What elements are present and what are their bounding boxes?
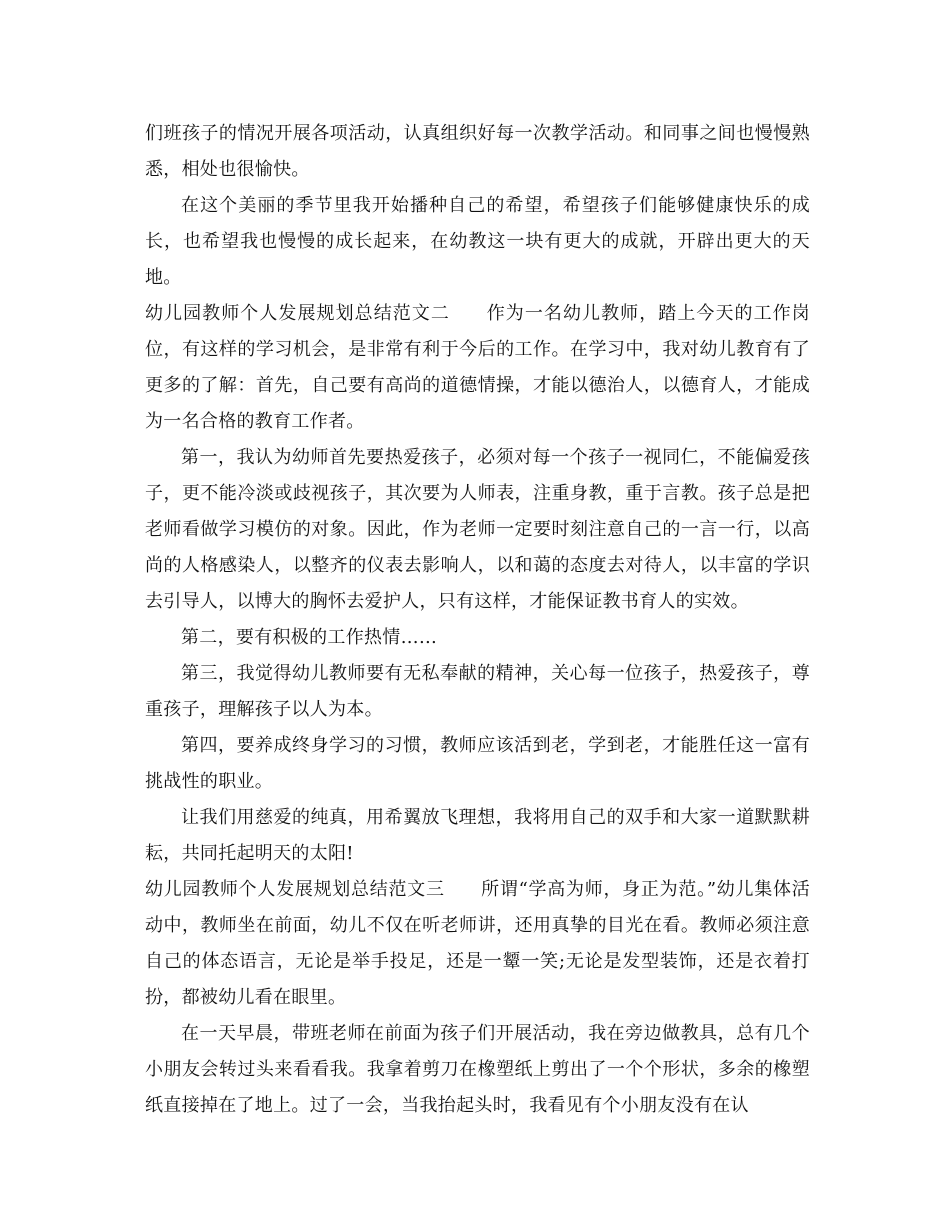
paragraph-9	[145, 872, 810, 1016]
paragraph-8: 让我们用慈爱的纯真，用希翼放飞理想，我将用自己的双手和大家一道默默耕耘，共同托起明天的太阳!	[145, 807, 810, 864]
section-heading-2: 幼儿园教师个人发展规划总结范文二	[145, 303, 450, 324]
paragraph-6: 第三，我觉得幼儿教师要有无私奉献的精神，关心每一位孩子，热爱孩子，尊重孩子，理解孩子以人为本。	[145, 663, 810, 720]
paragraph-1: 们班孩子的情况开展各项活动，认真组织好每一次教学活动。和同事之间也慢慢熟悉，相处也很愉快。	[145, 123, 810, 180]
paragraph-4: 第一，我认为幼师首先要热爱孩子，必须对每一个孩子一视同仁，不能偏爱孩子，更不能冷淡或歧视孩子，其次要为人师表，注重身教，重于言教。孩子总是把老师看做学习模仿的对象。因此，作为老师一定要时刻注意自己的一言一行，以高尚的人格感染人，以整齐的仪表去影响人，以和蔼的态度去对待人，以丰富的学识去引导人，以博大的胸怀去爱护人，只有这样，才能保证教书育人的实效。	[145, 447, 810, 612]
paragraph-5: 第二，要有积极的工作热情……	[181, 627, 438, 648]
paragraph-7: 第四，要养成终身学习的习惯，教师应该活到老，学到老，才能胜任这一富有挑战性的职业。	[145, 735, 810, 792]
paragraph-3-text: 作为一名幼儿教师，踏上今天的工作岗位，有这样的学习机会，是非常有利于今后的工作。在学习中，我对幼儿教育有了更多的了解：首先，自己要有高尚的道德情操，才能以德治人，以德育人，才能成为一名合格的教育工作者。	[145, 303, 810, 432]
document-body	[145, 116, 810, 1124]
section-heading-3: 幼儿园教师个人发展规划总结范文三	[145, 879, 445, 900]
paragraph-10: 在一天早晨，带班老师在前面为孩子们开展活动，我在旁边做教具，总有几个小朋友会转过头来看看我。我拿着剪刀在橡塑纸上剪出了一个个形状，多余的橡塑纸直接掉在了地上。过了一会，当我抬起头时，我看见有个小朋友没有在认	[145, 1023, 810, 1116]
paragraph-2: 在这个美丽的季节里我开始播种自己的希望，希望孩子们能够健康快乐的成长，也希望我也慢慢的成长起来，在幼教这一块有更大的成就，开辟出更大的天地。	[145, 195, 810, 288]
paragraph-9-text: 所谓“学高为师，身正为范。”幼儿集体活动中，教师坐在前面，幼儿不仅在听老师讲，还用真挚的目光在看。教师必须注意自己的体态语言，无论是举手投足，还是一颦一笑;无论是发型装饰，还是衣着打扮，都被幼儿看在眼里。	[145, 879, 810, 1008]
paragraph-3	[145, 296, 810, 440]
